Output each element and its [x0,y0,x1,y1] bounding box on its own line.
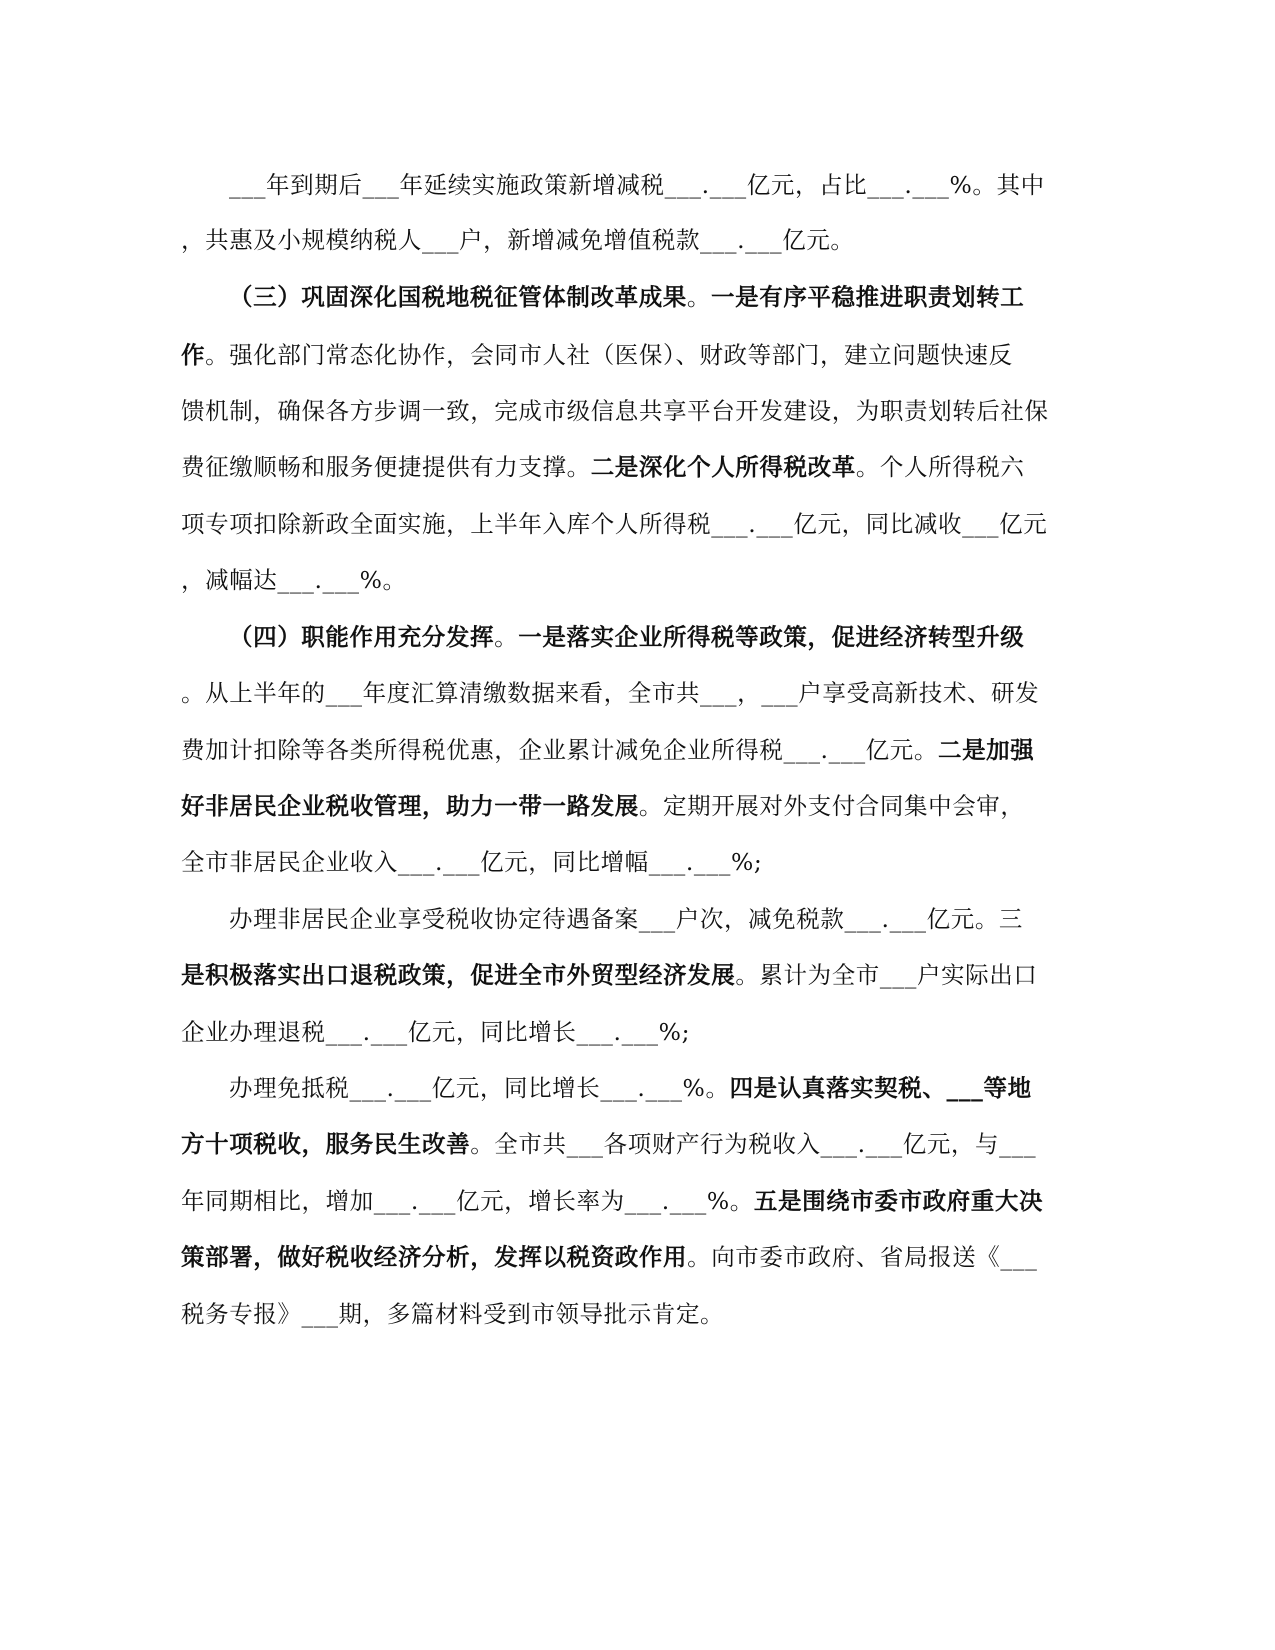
text-run: 。 [494,623,519,651]
text-line [181,220,1081,260]
text-line [181,786,1081,826]
text-line [229,1068,1129,1108]
bold-text-run: （四）职能作用充分发挥 [229,623,495,651]
text-line [181,504,1081,544]
bold-text-run: 好非居民企业税收管理，助力一带一路发展 [181,792,639,820]
text-run: 费征缴顺畅和服务便捷提供有力支撑。 [181,453,591,481]
text-line [181,1181,1081,1221]
text-run: 税务专报》___期，多篇材料受到市领导批示肯定。 [181,1300,725,1328]
text-line [229,277,1129,317]
text-line [181,955,1081,995]
text-line [181,842,1081,882]
text-line [181,1294,1081,1334]
text-line [181,673,1081,713]
text-line [181,447,1081,487]
text-run: ，共惠及小规模纳税人___户，新增减免增值税款___.___亿元。 [181,226,855,254]
text-line [181,1124,1081,1164]
text-run: 。向市委市政府、省局报送《___ [687,1243,1038,1271]
text-run: ，减幅达___.___%。 [181,566,407,594]
bold-text-run: 一是有序平稳推进职责划转工 [711,283,1025,311]
text-run: 。从上半年的___年度汇算清缴数据来看，全市共___，___户享受高新技术、研发 [181,679,1040,707]
bold-text-run: 二是加强 [937,736,1035,764]
bold-text-run: 四是认真落实契税、___等地 [729,1074,1032,1102]
bold-text-run: 是积极落实出口退税政策，促进全市外贸型经济发展 [181,961,736,989]
text-run: 。 [686,283,712,311]
text-run: 全市非居民企业收入___.___亿元，同比增幅___.___%; [181,848,763,876]
bold-text-run: 二是深化个人所得税改革 [590,453,856,481]
text-run: 项专项扣除新政全面实施，上半年入库个人所得税___.___亿元，同比减收___亿元 [181,510,1048,538]
text-run: 。个人所得税六 [855,453,1025,481]
text-run: 。累计为全市___户实际出口 [735,961,1038,989]
text-line [229,617,1129,657]
bold-text-run: 策部署，做好税收经济分析，发挥以税资政作用 [181,1243,688,1271]
text-line [181,730,1081,770]
text-line [229,899,1129,939]
text-run: 企业办理退税___.___亿元，同比增长___.___%; [181,1018,691,1046]
bold-text-run: 作 [181,341,206,369]
bold-text-run: 五是围绕市委市政府重大决 [753,1187,1044,1215]
text-run: 馈机制，确保各方步调一致，完成市级信息共享平台开发建设，为职责划转后社保 [181,397,1049,425]
text-run: 。全市共___各项财产行为税收入___.___亿元，与___ [470,1130,1037,1158]
text-run: 。强化部门常态化协作，会同市人社（医保）、财政等部门，建立问题快速反 [205,341,1013,369]
bold-text-run: （三）巩固深化国税地税征管体制改革成果 [229,283,687,311]
text-line [181,1237,1081,1277]
text-run: ___年到期后___年延续实施政策新增减税___.___亿元，占比___.___%。其中 [229,171,1045,199]
bold-text-run: 一是落实企业所得税等政策，促进经济转型升级 [518,623,1025,651]
text-run: 费加计扣除等各类所得税优惠，企业累计减免企业所得税___.___亿元。 [181,736,938,764]
text-line [229,165,1129,205]
text-line [181,335,1081,375]
text-run: 办理免抵税___.___亿元，同比增长___.___%。 [229,1074,730,1102]
text-line [181,560,1081,600]
text-line [181,391,1081,431]
text-run: 办理非居民企业享受税收协定待遇备案___户次，减免税款___.___亿元。三 [229,905,1024,933]
bold-text-run: 方十项税收，服务民生改善 [181,1130,471,1158]
text-run: 。定期开展对外支付合同集中会审， [638,792,1025,820]
text-line [181,1012,1081,1052]
text-run: 年同期相比，增加___.___亿元，增长率为___.___%。 [181,1187,754,1215]
